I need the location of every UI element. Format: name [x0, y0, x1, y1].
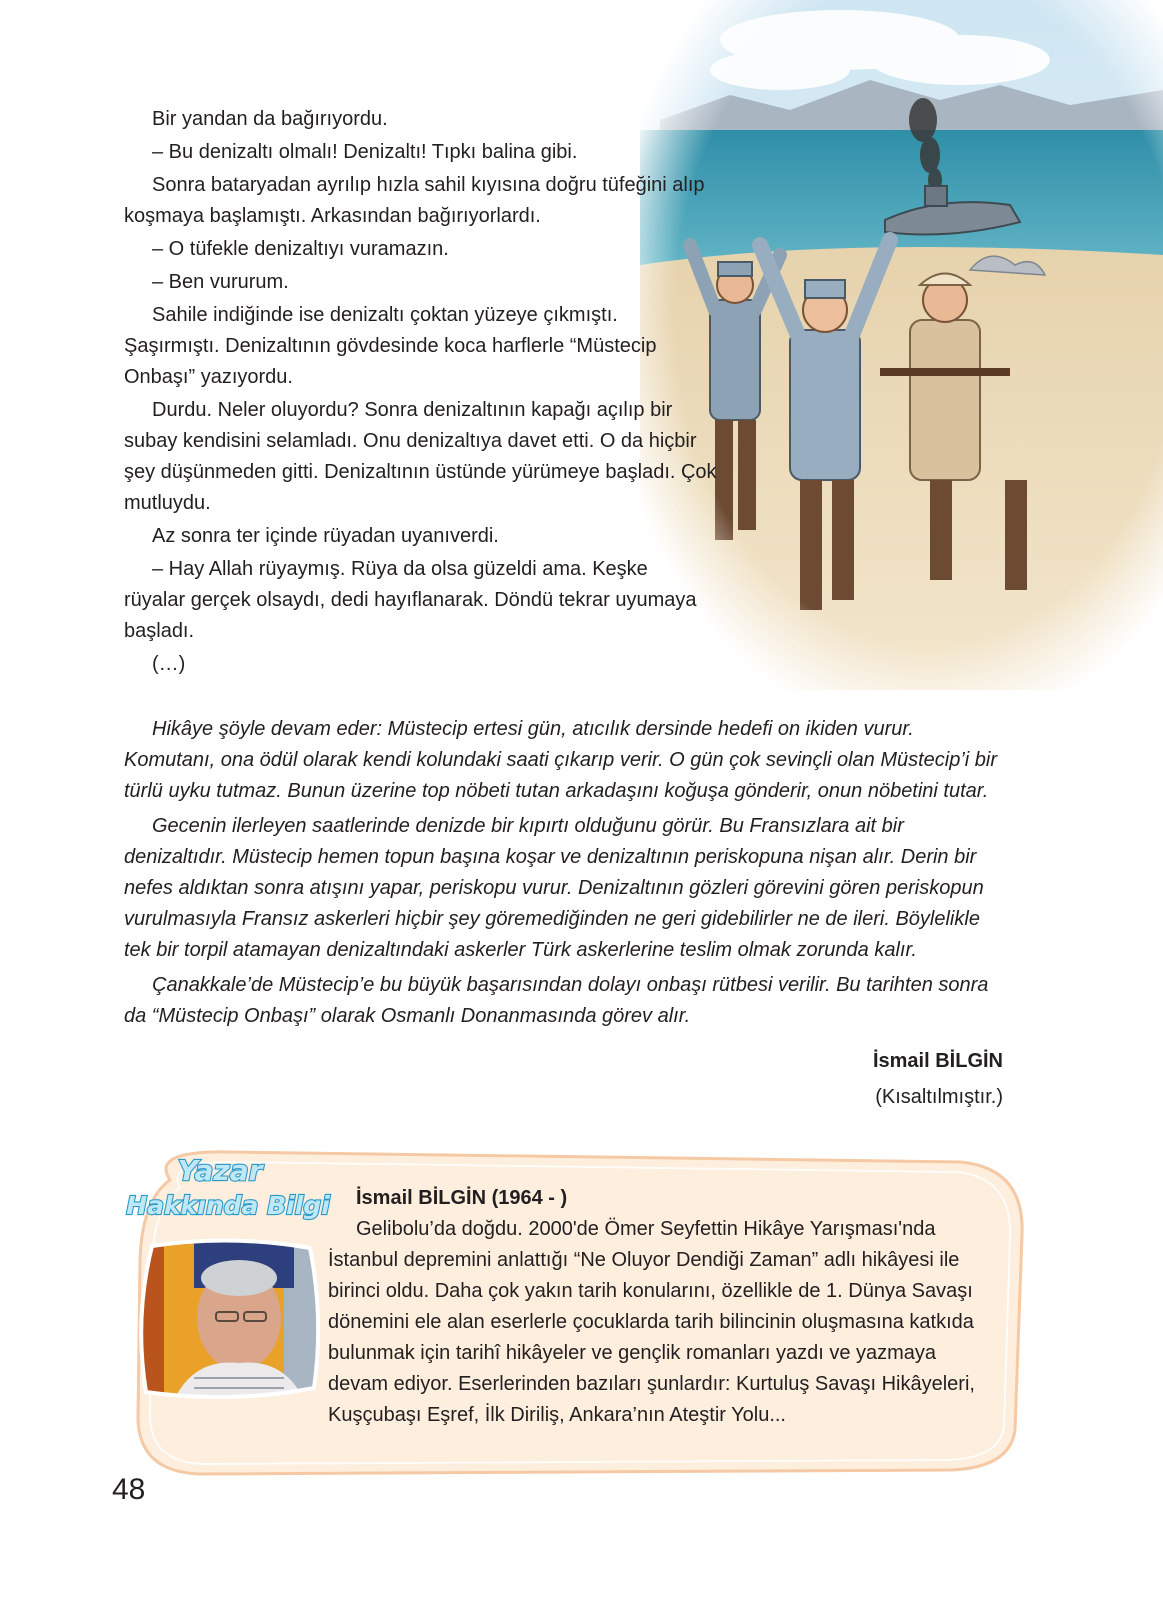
story-paragraph: – Bu denizaltı olmalı! Denizaltı! Tıpkı balina gibi. [152, 141, 578, 163]
story-paragraph: Sonra bataryadan ayrılıp hızla sahil kıyısına doğru tüfeğini alıp koşmaya başlamıştı. Arkasından bağırıyorlardı. [124, 174, 705, 227]
summary-paragraph: Gecenin ilerleyen saatlerinde denizde bir kıpırtı olduğunu görür. Bu Fransızlara ait bir denizaltıdır. Müstecip hemen topun başına koşar ve denizaltının periskopuna nişan alır. Derin bir nefes aldıktan sonra atışını yapar, periskopu vurur. Denizaltının gözleri görevini gören periskopun vurulmasıyla Fransız askerleri hiçbir şey göremediğinden ne geri gidebilirler ne de ileri. Böylelikle tek bir torpil atamayan denizaltındaki askerler Türk askerlerine teslim olmak zorunda kalır. [124, 815, 984, 961]
author-photo [134, 1238, 324, 1400]
story-paragraph: – Hay Allah rüyaymış. Rüya da olsa güzeldi ama. Keşke rüyalar gerçek olsaydı, dedi hayıflanarak. Döndü tekrar uyumaya başladı. [124, 558, 697, 642]
story-paragraph: Durdu. Neler oluyordu? Sonra denizaltının kapağı açılıp bir subay kendisini selamladı. Onu denizaltıya davet etti. O da hiçbir şey düşünmeden gitti. Denizaltının üstünde yürümeye başladı. Çok mutluydu. [124, 399, 717, 514]
summary-paragraph: Çanakkale’de Müstecip’e bu büyük başarısından dolayı onbaşı rütbesi verilir. Bu tarihten sonra da “Müstecip Onbaşı” olarak Osmanlı Donanmasında görev alır. [124, 974, 989, 1027]
summary-paragraph: Hikâye şöyle devam eder: Müstecip ertesi gün, atıcılık dersinde hedefi on ikiden vurur. Komutanı, ona ödül olarak kendi kolundaki saati çıkarıp verir. O gün çok sevinçli olan Müstecip’i bir türlü uyku tutmaz. Bunun üzerine top nöbeti tutan arkadaşını koğuşa gönderir, onun nöbetini tutar. [124, 718, 998, 802]
author-bio [328, 1183, 998, 1431]
page-number: 48 [112, 1473, 146, 1506]
story-paragraph: Sahile indiğinde ise denizaltı çoktan yüzeye çıkmıştı. Şaşırmıştı. Denizaltının gövdesinde koca harflerle “Müstecip Onbaşı” yazıyordu. [124, 304, 657, 388]
ellipsis-marker: (…) [152, 653, 186, 675]
story-paragraph: Az sonra ter içinde rüyadan uyanıverdi. [152, 525, 499, 547]
story-text [124, 104, 724, 682]
author-signature: İsmail BİLGİN [872, 1050, 1003, 1072]
author-bio-text: Gelibolu’da doğdu. 2000'de Ömer Seyfettin Hikâye Yarışması'nda İstanbul depremini anlattığı “Ne Oluyor Dendiği Zaman” adlı hikâyesi ile birinci oldu. Daha çok yakın tarih konularını, özellikle de 1. Dünya Savaşı dönemini ele alan eserlerle çocuklarda tarih bilincinin oluşmasına katkıda bulunmak için tarihî hikâyeler ve gençlik romanları yazdı ve yazmaya devam ediyor. Eserlerinden bazıları şunlardır: Kurtuluş Savaşı Hikâyeleri, Kuşçubaşı Eşref, İlk Diriliş, Ankara’nın Ateştir Yolu... [328, 1218, 975, 1426]
author-name-line: İsmail BİLGİN (1964 - ) [356, 1187, 568, 1209]
story-paragraph: – O tüfekle denizaltıyı vuramazın. [152, 238, 449, 260]
author-info-title-line1: Yazar [177, 1154, 263, 1187]
abridged-note: (Kısaltılmıştır.) [875, 1086, 1003, 1108]
author-info-title-line2: Hakkında Bilgi [126, 1191, 330, 1220]
story-summary [124, 714, 1006, 1036]
story-paragraph: – Ben vururum. [152, 271, 289, 293]
author-info-title [120, 1150, 350, 1230]
story-paragraph: Bir yandan da bağırıyordu. [152, 108, 388, 130]
